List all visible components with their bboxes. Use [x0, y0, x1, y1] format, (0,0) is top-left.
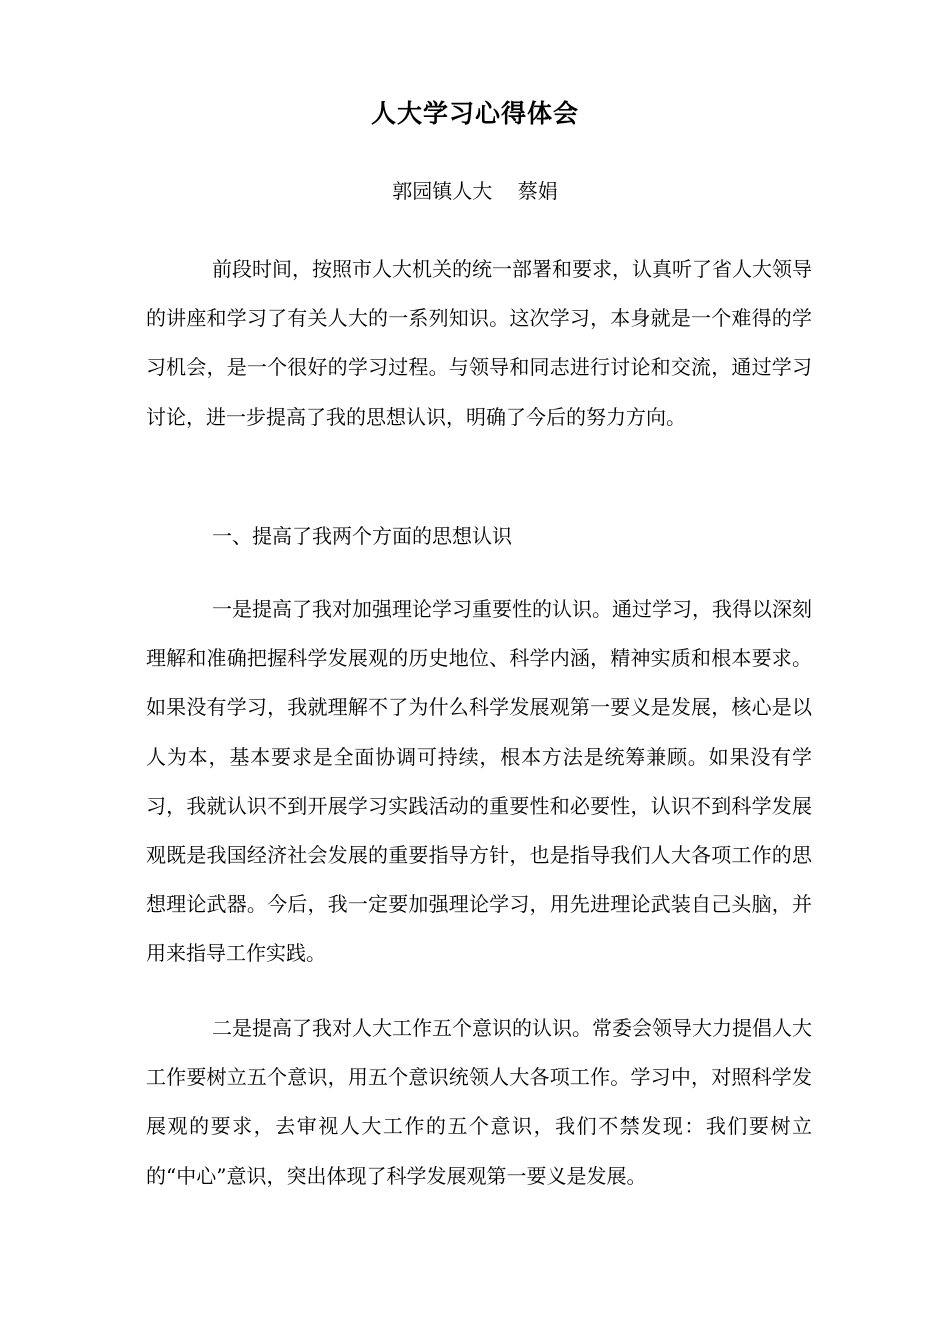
paragraph-intro: 前段时间，按照市人大机关的统一部署和要求，认真听了省人大领导的讲座和学习了有关人大的一系列知识。这次学习，本身就是一个难得的学习机会，是一个很好的学习过程。与领导和同志进行讨论和交流，通过学习讨论，进一步提高了我的思想认识，明确了今后的努力方向。 [146, 257, 812, 429]
document-title: 人大学习心得体会 [370, 99, 579, 128]
section-heading: 一、提高了我两个方面的思想认识 [212, 524, 512, 548]
author-line: 郭园镇人大 蔡娟 [392, 179, 558, 203]
paragraph-five-awareness: 二是提高了我对人大工作五个意识的认识。常委会领导大力提倡人大工作要树立五个意识，用五个意识统领人大各项工作。学习中，对照科学发展观的要求，去审视人大工作的五个意识，我们不禁发现：我们要树立的“中心”意识，突出体现了科学发展观第一要义是发展。 [146, 1016, 812, 1188]
paragraph-theory: 一是提高了我对加强理论学习重要性的认识。通过学习，我得以深刻理解和准确把握科学发展观的历史地位、科学内涵，精神实质和根本要求。如果没有学习，我就理解不了为什么科学发展观第一要义是发展，核心是以人为本，基本要求是全面协调可持续，根本方法是统筹兼顾。如果没有学习，我就认识不到开展学习实践活动的重要性和必要性，认识不到科学发展观既是我国经济社会发展的重要指导方针，也是指导我们人大各项工作的思想理论武器。今后，我一定要加强理论学习，用先进理论武装自己头脑，并用来指导工作实践。 [146, 597, 812, 966]
